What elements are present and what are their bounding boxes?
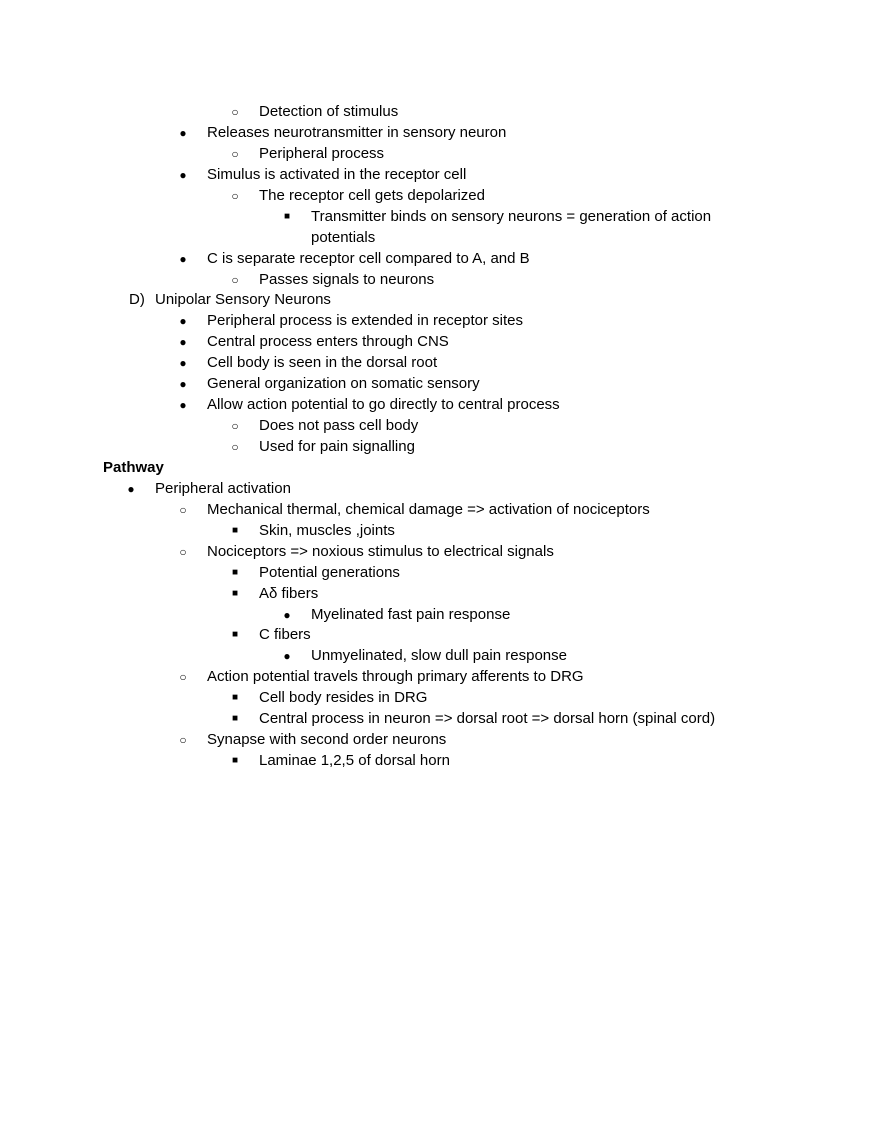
list-item-text: Mechanical thermal, chemical damage => activation of nociceptors bbox=[207, 500, 650, 518]
list-item-text: Detection of stimulus bbox=[259, 103, 399, 120]
filled-bullet-icon: ● bbox=[179, 356, 187, 371]
list-item-text: Passes signals to neurons bbox=[259, 270, 435, 288]
list-item-text: Does not pass cell body bbox=[259, 417, 419, 435]
list-item bbox=[0, 542, 880, 563]
list-item-text: Cell body is seen in the dorsal root bbox=[207, 354, 438, 372]
filled-bullet-icon: ● bbox=[179, 377, 187, 392]
list-item bbox=[0, 625, 880, 646]
list-item bbox=[0, 123, 880, 144]
list-item-text: Peripheral activation bbox=[155, 479, 291, 497]
square-bullet-icon: ■ bbox=[283, 210, 291, 222]
list-item-text: C fibers bbox=[259, 626, 311, 644]
list-item bbox=[0, 416, 880, 437]
list-item-text: Laminae 1,2,5 of dorsal horn bbox=[259, 752, 450, 770]
list-item bbox=[0, 667, 880, 688]
list-item bbox=[0, 521, 880, 542]
list-item bbox=[0, 165, 880, 186]
list-item bbox=[0, 290, 880, 311]
filled-bullet-icon: ● bbox=[179, 251, 187, 266]
list-item-text: Central process in neuron => dorsal root => dorsal horn (spinal cord) bbox=[259, 710, 716, 728]
list-item-text: Unipolar Sensory Neurons bbox=[155, 291, 331, 309]
list-item-text: General organization on somatic sensory bbox=[207, 375, 480, 393]
list-item bbox=[0, 437, 880, 458]
square-bullet-icon: ■ bbox=[231, 566, 239, 578]
list-item-text: Unmyelinated, slow dull pain response bbox=[311, 647, 567, 665]
list-item bbox=[0, 228, 880, 249]
list-item bbox=[0, 605, 880, 626]
list-item bbox=[0, 730, 880, 751]
list-label: D) bbox=[129, 291, 145, 309]
list-item bbox=[0, 332, 880, 353]
list-item-text: Transmitter binds on sensory neurons = generation of action bbox=[311, 207, 712, 225]
hollow-bullet-icon: ○ bbox=[179, 670, 187, 685]
square-bullet-icon: ■ bbox=[231, 713, 239, 725]
hollow-bullet-icon: ○ bbox=[231, 188, 239, 203]
list-item-text: Peripheral process is extended in receptor sites bbox=[207, 312, 523, 330]
filled-bullet-icon: ● bbox=[179, 125, 187, 140]
list-item-text: potentials bbox=[311, 228, 376, 246]
square-bullet-icon: ■ bbox=[231, 755, 239, 767]
document-body bbox=[0, 102, 880, 772]
list-item-text: Cell body resides in DRG bbox=[259, 689, 428, 707]
list-item bbox=[0, 563, 880, 584]
hollow-bullet-icon: ○ bbox=[179, 544, 187, 559]
square-bullet-icon: ■ bbox=[231, 692, 239, 704]
hollow-bullet-icon: ○ bbox=[231, 146, 239, 161]
list-item-text: Peripheral process bbox=[259, 144, 385, 162]
list-item bbox=[0, 500, 880, 521]
list-item bbox=[0, 395, 880, 416]
list-item bbox=[0, 144, 880, 165]
list-item bbox=[0, 584, 880, 605]
hollow-bullet-icon: ○ bbox=[231, 440, 239, 454]
filled-bullet-icon: ● bbox=[127, 481, 135, 496]
hollow-bullet-icon: ○ bbox=[231, 272, 239, 287]
list-item-text: Simulus is activated in the receptor cell bbox=[207, 165, 467, 183]
filled-bullet-icon: ● bbox=[179, 314, 187, 329]
list-item bbox=[0, 207, 880, 228]
list-item bbox=[0, 751, 880, 772]
list-item-text: Action potential travels through primary afferents to DRG bbox=[207, 668, 584, 686]
square-bullet-icon: ■ bbox=[231, 524, 239, 536]
list-item-text: Potential generations bbox=[259, 563, 400, 581]
hollow-bullet-icon: ○ bbox=[231, 419, 239, 434]
list-item bbox=[0, 270, 880, 291]
list-item bbox=[0, 311, 880, 332]
list-item bbox=[0, 249, 880, 270]
list-item-text: Used for pain signalling bbox=[259, 438, 415, 455]
list-item-text: Aδ fibers bbox=[259, 584, 319, 602]
list-item-text: The receptor cell gets depolarized bbox=[259, 186, 485, 204]
list-item bbox=[0, 102, 880, 123]
list-item-text: C is separate receptor cell compared to A, and B bbox=[207, 249, 530, 267]
filled-bullet-icon: ● bbox=[179, 398, 187, 413]
square-bullet-icon: ■ bbox=[231, 629, 239, 641]
list-item-text: Allow action potential to go directly to central process bbox=[207, 396, 560, 414]
list-item-text: Skin, muscles ,joints bbox=[259, 521, 395, 539]
list-item bbox=[0, 374, 880, 395]
hollow-bullet-icon: ○ bbox=[231, 105, 239, 119]
square-bullet-icon: ■ bbox=[231, 587, 239, 599]
list-item-text: Central process enters through CNS bbox=[207, 333, 449, 351]
filled-bullet-icon: ● bbox=[283, 649, 291, 664]
list-item bbox=[0, 186, 880, 207]
hollow-bullet-icon: ○ bbox=[179, 733, 187, 748]
hollow-bullet-icon: ○ bbox=[179, 502, 187, 517]
filled-bullet-icon: ● bbox=[179, 335, 187, 350]
filled-bullet-icon: ● bbox=[283, 607, 291, 622]
list-item-text: Myelinated fast pain response bbox=[311, 605, 511, 623]
list-item bbox=[0, 353, 880, 374]
list-item bbox=[0, 709, 880, 730]
section-heading bbox=[0, 458, 880, 479]
list-item bbox=[0, 479, 880, 500]
list-item bbox=[0, 688, 880, 709]
list-item bbox=[0, 646, 880, 667]
list-item-text: Releases neurotransmitter in sensory neuron bbox=[207, 123, 507, 141]
list-item-text: Synapse with second order neurons bbox=[207, 731, 447, 749]
filled-bullet-icon: ● bbox=[179, 167, 187, 182]
heading-text: Pathway bbox=[103, 458, 164, 476]
list-item-text: Nociceptors => noxious stimulus to electrical signals bbox=[207, 542, 554, 560]
